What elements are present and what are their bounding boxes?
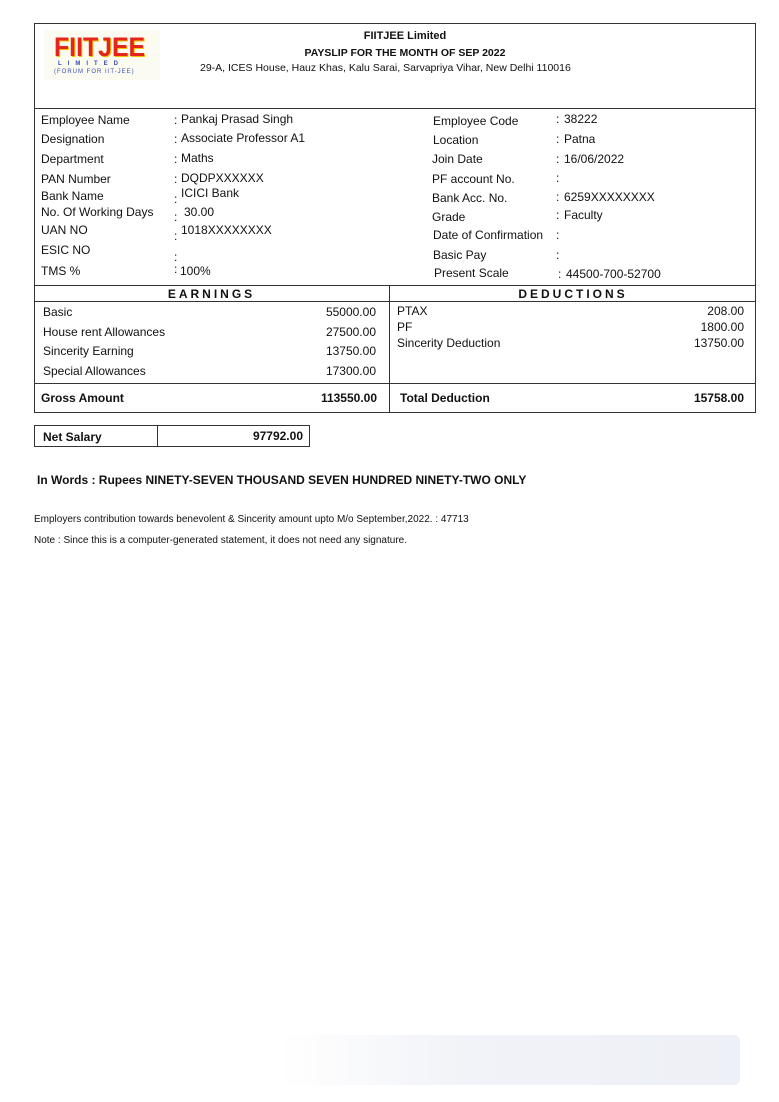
pf-account-label: PF account No. (432, 172, 515, 186)
colon: : (174, 229, 178, 243)
logo-text: FIITJEE (54, 32, 146, 62)
colon: : (174, 210, 178, 224)
department-value: Maths (181, 151, 214, 165)
colon: : (174, 172, 178, 186)
colon: : (556, 152, 560, 166)
working-days-value: 30.00 (184, 205, 215, 219)
earnings-header: EARNINGS (167, 287, 256, 301)
location-value: Patna (564, 132, 596, 146)
colon: : (174, 152, 178, 166)
deduction-amount: 13750.00 (693, 336, 744, 350)
colon: : (556, 208, 560, 222)
colon: : (556, 248, 560, 262)
employee-name-label: Employee Name (41, 113, 130, 127)
net-salary-value: 97792.00 (252, 429, 303, 443)
employee-code-value: 38222 (564, 112, 598, 126)
colon: : (556, 190, 560, 204)
bank-acc-value: 6259XXXXXXXX (564, 190, 655, 204)
table-total-divider (34, 383, 756, 384)
earning-label: Sincerity Earning (43, 344, 134, 358)
deductions-header: DEDUCTIONS (518, 287, 628, 301)
total-deduction-value: 15758.00 (693, 391, 744, 405)
present-scale-value: 44500-700-52700 (566, 267, 661, 281)
colon: : (174, 132, 178, 146)
earning-amount: 17300.00 (325, 364, 376, 378)
company-logo (44, 30, 160, 80)
employee-name-value: Pankaj Prasad Singh (181, 112, 294, 126)
table-column-divider (389, 285, 390, 413)
total-deduction-label: Total Deduction (400, 391, 490, 405)
earning-label: House rent Allowances (43, 325, 166, 339)
basic-pay-label: Basic Pay (433, 248, 487, 262)
signature-note: Note : Since this is a computer-generated statement, it does not need any signature. (34, 535, 407, 546)
bank-name-label: Bank Name (41, 189, 104, 203)
bank-acc-label: Bank Acc. No. (432, 191, 508, 205)
colon: : (174, 113, 178, 127)
join-date-value: 16/06/2022 (564, 152, 625, 166)
deduction-label: PF (397, 320, 413, 334)
grade-label: Grade (432, 210, 466, 224)
colon: : (174, 192, 178, 206)
working-days-label: No. Of Working Days (41, 205, 154, 219)
colon: : (556, 228, 560, 242)
table-header-divider (34, 301, 756, 302)
faded-watermark (280, 1035, 740, 1085)
deduction-label: PTAX (397, 304, 428, 318)
uan-label: UAN NO (41, 223, 88, 237)
gross-amount-label: Gross Amount (41, 391, 124, 405)
earning-label: Basic (43, 305, 73, 319)
amount-in-words: In Words : Rupees NINETY-SEVEN THOUSAND SEVEN HUNDRED NINETY-TWO ONLY (37, 473, 527, 487)
grade-value: Faculty (564, 208, 603, 222)
earning-label: Special Allowances (43, 364, 146, 378)
tms-label: TMS % (41, 264, 81, 278)
esic-label: ESIC NO (41, 243, 91, 257)
company-address: 29-A, ICES House, Hauz Khas, Kalu Sarai, Sarvapriya Vihar, New Delhi 110016 (200, 62, 571, 74)
net-salary-label: Net Salary (43, 430, 102, 444)
colon: : (174, 250, 178, 264)
earning-amount: 55000.00 (325, 305, 376, 319)
logo-tagline: (FORUM FOR IIT-JEE) (54, 69, 135, 75)
company-name: FIITJEE Limited (363, 30, 447, 42)
colon: : (556, 171, 560, 185)
tms-value: 100% (180, 264, 211, 278)
pan-number-label: PAN Number (41, 172, 111, 186)
deduction-amount: 208.00 (707, 304, 744, 318)
designation-label: Designation (41, 132, 105, 146)
location-label: Location (433, 133, 479, 147)
colon: : (174, 262, 178, 276)
colon: : (556, 132, 560, 146)
net-salary-divider (157, 425, 158, 447)
confirmation-date-label: Date of Confirmation (433, 228, 544, 242)
logo-subtext: LIMITED (58, 61, 124, 67)
join-date-label: Join Date (432, 152, 483, 166)
present-scale-label: Present Scale (434, 266, 509, 280)
earning-amount: 13750.00 (325, 344, 376, 358)
uan-value: 1018XXXXXXXX (181, 223, 272, 237)
department-label: Department (41, 152, 104, 166)
colon: : (556, 112, 560, 126)
deduction-amount: 1800.00 (700, 320, 744, 334)
employer-contribution-note: Employers contribution towards benevolent & Sincerity amount upto M/o September,2022. : 47713 (34, 514, 469, 525)
payslip-title: PAYSLIP FOR THE MONTH OF SEP 2022 (304, 47, 506, 59)
gross-amount-value: 113550.00 (320, 391, 377, 405)
deduction-label: Sincerity Deduction (397, 336, 501, 350)
earning-amount: 27500.00 (325, 325, 376, 339)
employee-code-label: Employee Code (433, 114, 519, 128)
colon: : (558, 267, 562, 281)
bank-name-value: ICICI Bank (181, 186, 240, 200)
pan-number-value: DQDPXXXXXX (181, 171, 264, 185)
designation-value: Associate Professor A1 (181, 131, 306, 145)
